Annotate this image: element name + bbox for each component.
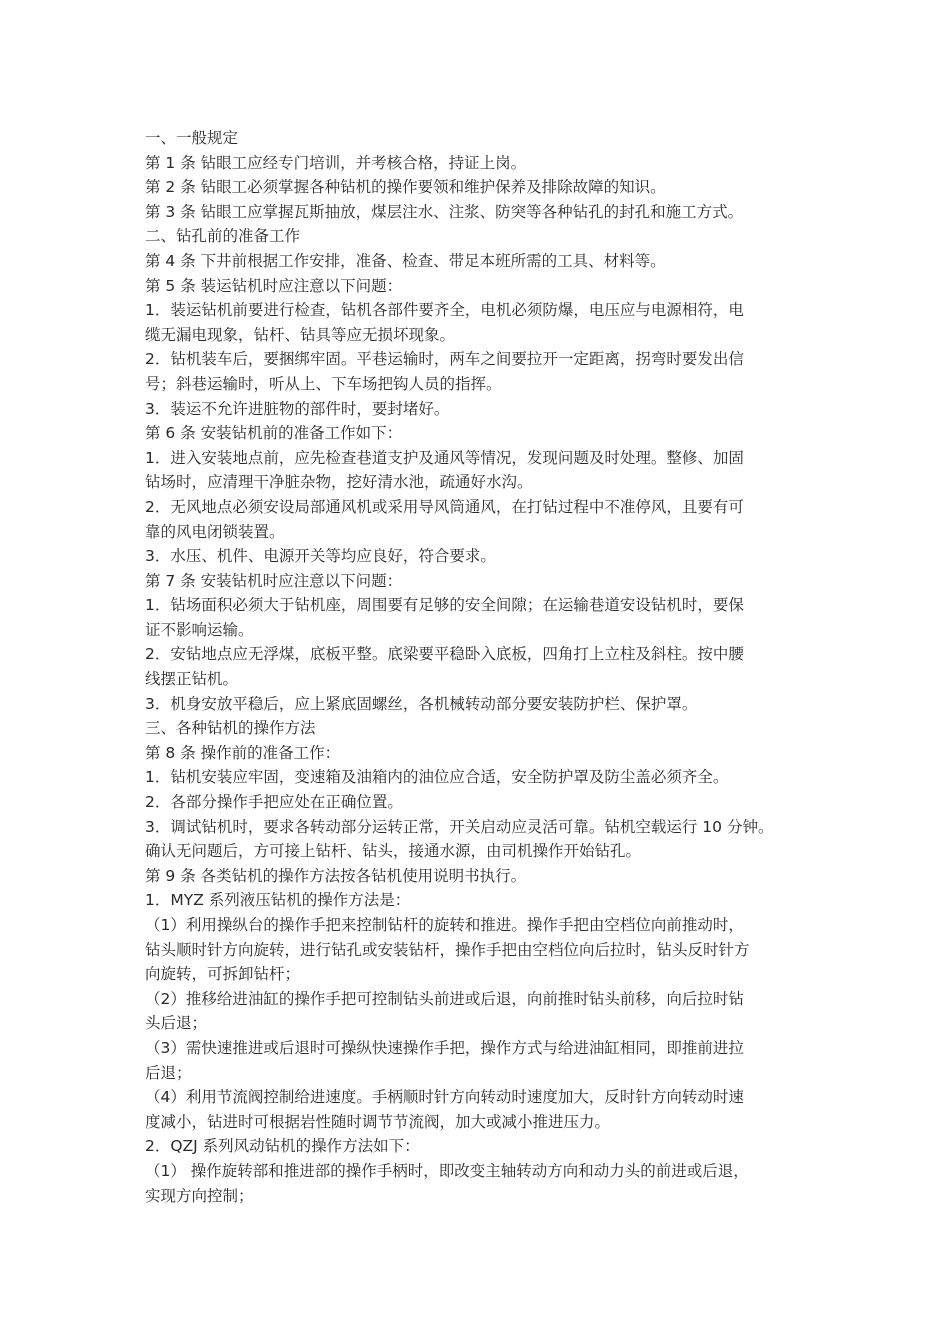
article-6-item-1-line-2: 钻场时，应清理干净脏杂物，挖好清水池，疏通好水沟。: [145, 473, 533, 492]
article-9-item-2-sub-1-line-1: （1） 操作旋转部和推进部的操作手柄时，即改变主轴转动方向和动力头的前进或后退，: [145, 1161, 749, 1180]
article-5-item-1-line-2: 缆无漏电现象，钻杆、钻具等应无损坏现象。: [145, 325, 456, 344]
article-7-item-2-line-1: 2．安钻地点应无浮煤，底板平整。底梁要平稳卧入底板，四角打上立柱及斜柱。按中腰: [145, 645, 744, 664]
article-8-item-2: 2．各部分操作手把应处在正确位置。: [145, 793, 403, 812]
article-7-item-1-line-1: 1．钻场面积必须大于钻机座，周围要有足够的安全间隙；在运输巷道安设钻机时，要保: [145, 596, 744, 615]
section-heading-general-rules: 一、一般规定: [145, 129, 239, 147]
article-5-item-1-line-1: 1．装运钻机前要进行检查，钻机各部件要齐全，电机必须防爆，电压应与电源相符，电: [145, 301, 744, 320]
article-6: 第 6 条 安装钻机前的准备工作如下：: [145, 424, 403, 443]
article-6-item-2-line-2: 靠的风电闭锁装置。: [145, 522, 285, 541]
article-9-item-1-sub-1-line-2: 钻头顺时针方向旋转，进行钻孔或安装钻杆，操作手把由空档位向后拉时，钻头反时针方: [145, 940, 750, 959]
article-9-item-1-sub-1-line-3: 向旋转，可拆卸钻杆；: [145, 965, 301, 984]
article-7-item-2-line-2: 线摆正钻机。: [145, 670, 239, 689]
article-9-item-1-sub-2-line-2: 头后退；: [145, 1014, 208, 1033]
article-9-item-1-sub-4-line-1: （4）利用节流阀控制给进速度。手柄顺时针方向转动时速度加大，反时针方向转动时速: [145, 1088, 744, 1107]
article-9-item-1-sub-3-line-2: 后退；: [145, 1063, 192, 1082]
article-8-item-1: 1．钻机安装应牢固，变速箱及油箱内的油位应合适，安全防护罩及防尘盖必须齐全。: [145, 768, 729, 787]
article-9-item-2: 2．QZJ 系列风动钻机的操作方法如下：: [145, 1137, 420, 1156]
article-6-item-2-line-1: 2．无风地点必须安设局部通风机或采用导风筒通风，在打钻过程中不准停风，且要有可: [145, 497, 744, 516]
article-2: 第 2 条 钻眼工必须掌握各种钻机的操作要领和维护保养及排除故障的知识。: [145, 178, 666, 197]
article-6-item-1-line-1: 1．进入安装地点前，应先检查巷道支护及通风等情况，发现问题及时处理。整修、加固: [145, 448, 744, 467]
article-9-item-2-sub-1-line-2: 实现方向控制；: [145, 1186, 254, 1205]
article-9: 第 9 条 各类钻机的操作方法按各钻机使用说明书执行。: [145, 866, 527, 885]
document-body: [145, 126, 815, 1208]
article-9-item-1-sub-1-line-1: （1）利用操纵台的操作手把来控制钻杆的旋转和推进。操作手把由空档位向前推动时，: [145, 916, 744, 934]
article-5-item-3: 3．装运不允许进脏物的部件时，要封堵好。: [145, 399, 450, 418]
article-1: 第 1 条 钻眼工应经专门培训，并考核合格，持证上岗。: [145, 153, 527, 172]
article-5-item-2-line-1: 2．钻机装车后，要捆绑牢固。平巷运输时，两车之间要拉开一定距离，拐弯时要发出信: [145, 350, 744, 369]
article-5: 第 5 条 装运钻机时应注意以下问题：: [145, 276, 403, 295]
article-8: 第 8 条 操作前的准备工作：: [145, 743, 341, 762]
section-heading-operation-methods: 三、各种钻机的操作方法: [145, 719, 316, 738]
article-9-item-1-sub-4-line-2: 度减小，钻进时可根据岩性随时调节节流阀，加大或减小推进压力。: [145, 1112, 611, 1131]
article-3: 第 3 条 钻眼工应掌握瓦斯抽放，煤层注水、注浆、防突等各种钻孔的封孔和施工方式。: [145, 202, 744, 221]
article-7-item-3: 3．机身安放平稳后，应上紧底固螺丝，各机械转动部分要安装防护栏、保护罩。: [145, 694, 698, 713]
article-9-item-1-sub-2-line-1: （2）推移给进油缸的操作手把可控制钻头前进或后退，向前推时钻头前移，向后拉时钻: [145, 989, 744, 1008]
article-6-item-3: 3．水压、机件、电源开关等均应良好，符合要求。: [145, 547, 496, 566]
article-9-item-1-sub-3-line-1: （3）需快速推进或后退时可操纵快速操作手把，操作方式与给进油缸相同，即推前进拉: [145, 1038, 744, 1057]
article-5-item-2-line-2: 号；斜巷运输时，听从上、下车场把钩人员的指挥。: [145, 374, 502, 393]
article-7: 第 7 条 安装钻机时应注意以下问题：: [145, 571, 403, 590]
section-heading-drilling-preparation: 二、钻孔前的准备工作: [145, 227, 301, 246]
article-8-item-3-line-2: 确认无问题后，方可接上钻杆、钻头，接通水源，由司机操作开始钻孔。: [145, 842, 642, 861]
article-8-item-3-line-1: 3．调试钻机时，要求各转动部分运转正常，开关启动应灵活可靠。钻机空载运行 10 分钟。: [145, 817, 774, 836]
article-7-item-1-line-2: 证不影响运输。: [145, 620, 254, 639]
article-9-item-1: 1．MYZ 系列液压钻机的操作方法是：: [145, 891, 411, 910]
article-4: 第 4 条 下井前根据工作安排，准备、检查、带足本班所需的工具、材料等。: [145, 251, 666, 270]
